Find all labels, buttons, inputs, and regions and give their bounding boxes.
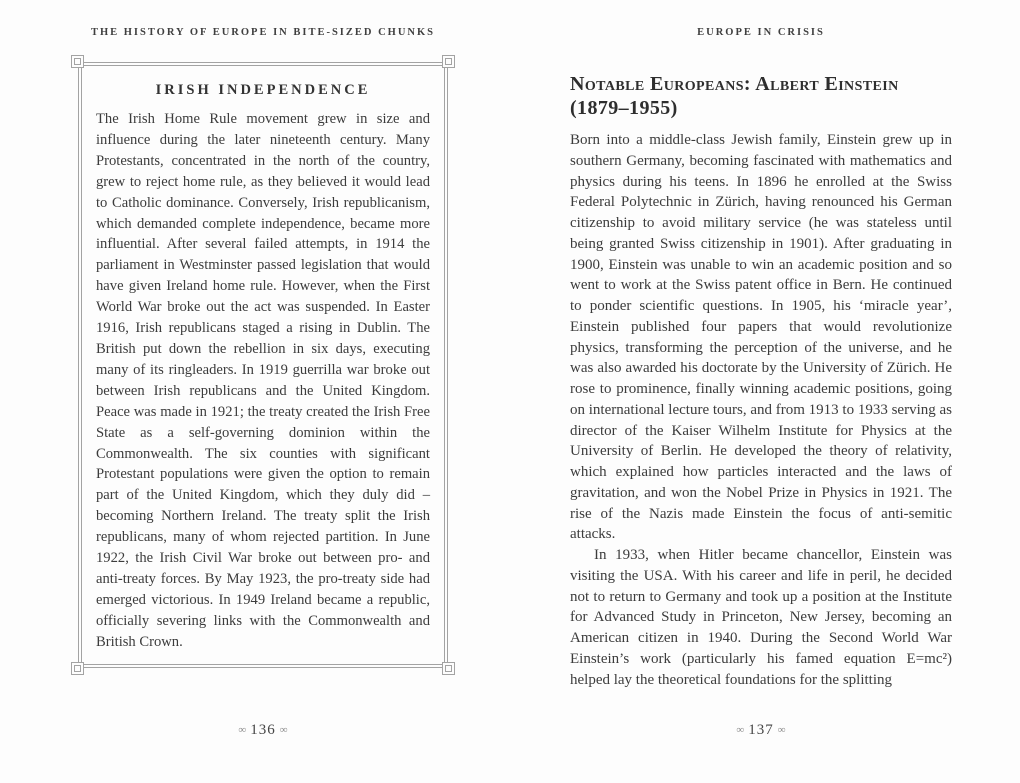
- folio-ornament-icon: ∞: [777, 724, 786, 736]
- frame-corner-ornament-bottom-left: [71, 662, 84, 675]
- page-number: 136: [250, 722, 276, 738]
- frame-corner-ornament-top-left: [71, 55, 84, 68]
- frame-corner-inner-square: [74, 58, 81, 65]
- article-heading: [570, 72, 960, 120]
- folio-ornament-icon: ∞: [736, 724, 745, 736]
- frame-corner-inner-square: [445, 665, 452, 672]
- running-head-left: THE HISTORY OF EUROPE IN BITE-SIZED CHUNKS: [90, 27, 436, 38]
- box-body-text: The Irish Home Rule movement grew in size and influence during the later nineteenth century. Many Protestants, concentrated in the north of the country, grew to reject home rule, as they believed it would lead to Catholic dominance. Conversely, Irish republicanism, which demanded complete independence, became more influential. After several failed attempts, in 1914 the parliament in Westminster passed legislation that would have given Ireland home rule. However, when the First World War broke out the act was suspended. In Easter 1916, Irish republicans staged a rising in Dublin. The British put down the rebellion in six days, executing many of its ringleaders. In 1919 guerrilla war broke out between Irish republicans and the United Kingdom. Peace was made in 1921; the treaty created the Irish Free State as a self-governing dominion within the Commonwealth. The six counties with significant Protestant populations were given the option to remain part of the United Kingdom, which they duly did – becoming Northern Ireland. The treaty split the Irish republicans, many of whom rejected partition. In June 1922, the Irish Civil War broke out between pro- and anti-treaty forces. By May 1923, the pro-treaty side had emerged victorious. In 1949 Ireland became a republic, officially severing links with the Commonwealth and British Crown.: [96, 111, 430, 650]
- page-number-left: [78, 722, 448, 739]
- frame-corner-inner-square: [74, 665, 81, 672]
- folio-ornament-icon: ∞: [279, 724, 288, 736]
- frame-corner-ornament-top-right: [442, 55, 455, 68]
- running-head-right: EUROPE IN CRISIS: [697, 27, 825, 38]
- article-paragraph: In 1933, when Hitler became chancellor, Einstein was visiting the USA. With his career and life in peril, he decided not to return to Germany and took up a position at the Institute for Advanced Study in Princeton, New Jersey, becoming an American citizen in 1940. During the Second World War Einstein’s work (particularly his famed equation E=mc²) helped lay the theoretical foundations for the splitting: [570, 547, 952, 688]
- page-number: 137: [748, 722, 774, 738]
- feature-box: [78, 62, 448, 668]
- box-title: IRISH INDEPENDENCE: [155, 82, 371, 98]
- article-paragraph: Born into a middle-class Jewish family, Einstein grew up in southern Germany, becoming fascinated with mathematics and physics during his teens. In 1896 he enrolled at the Swiss Federal Polytechnic in Zürich, having renounced his German citizenship to avoid military service (he was stateless until being granted Swiss citizenship in 1901). After graduating in 1900, Einstein was unable to win an academic position and so went to work at the Swiss patent office in Bern. He continued to ponder scientific questions. In 1905, his ‘miracle year’, Einstein published four papers that would revolutionize physics, transforming the perception of the universe, and he was also awarded his doctorate by the University of Zürich. He rose to prominence, finally winning academic positions, going on international lecture tours, and from 1913 to 1933 serving as director of the Kaiser Wilhelm Institute for Physics at the University of Berlin. He developed the theory of relativity, which explained how particles interacted and the laws of gravitation, and won the Nobel Prize in Physics in 1921. The rise of the Nazis made Einstein the focus of anti-semitic attacks.: [570, 132, 952, 543]
- folio-ornament-icon: ∞: [238, 724, 247, 736]
- frame-corner-ornament-bottom-right: [442, 662, 455, 675]
- article-heading-line1: Notable Europeans: Albert Einstein: [570, 73, 899, 95]
- article-heading-line2: (1879–1955): [570, 97, 678, 119]
- frame-corner-inner-square: [445, 58, 452, 65]
- article-body: [570, 130, 952, 690]
- page-number-right: [570, 722, 952, 739]
